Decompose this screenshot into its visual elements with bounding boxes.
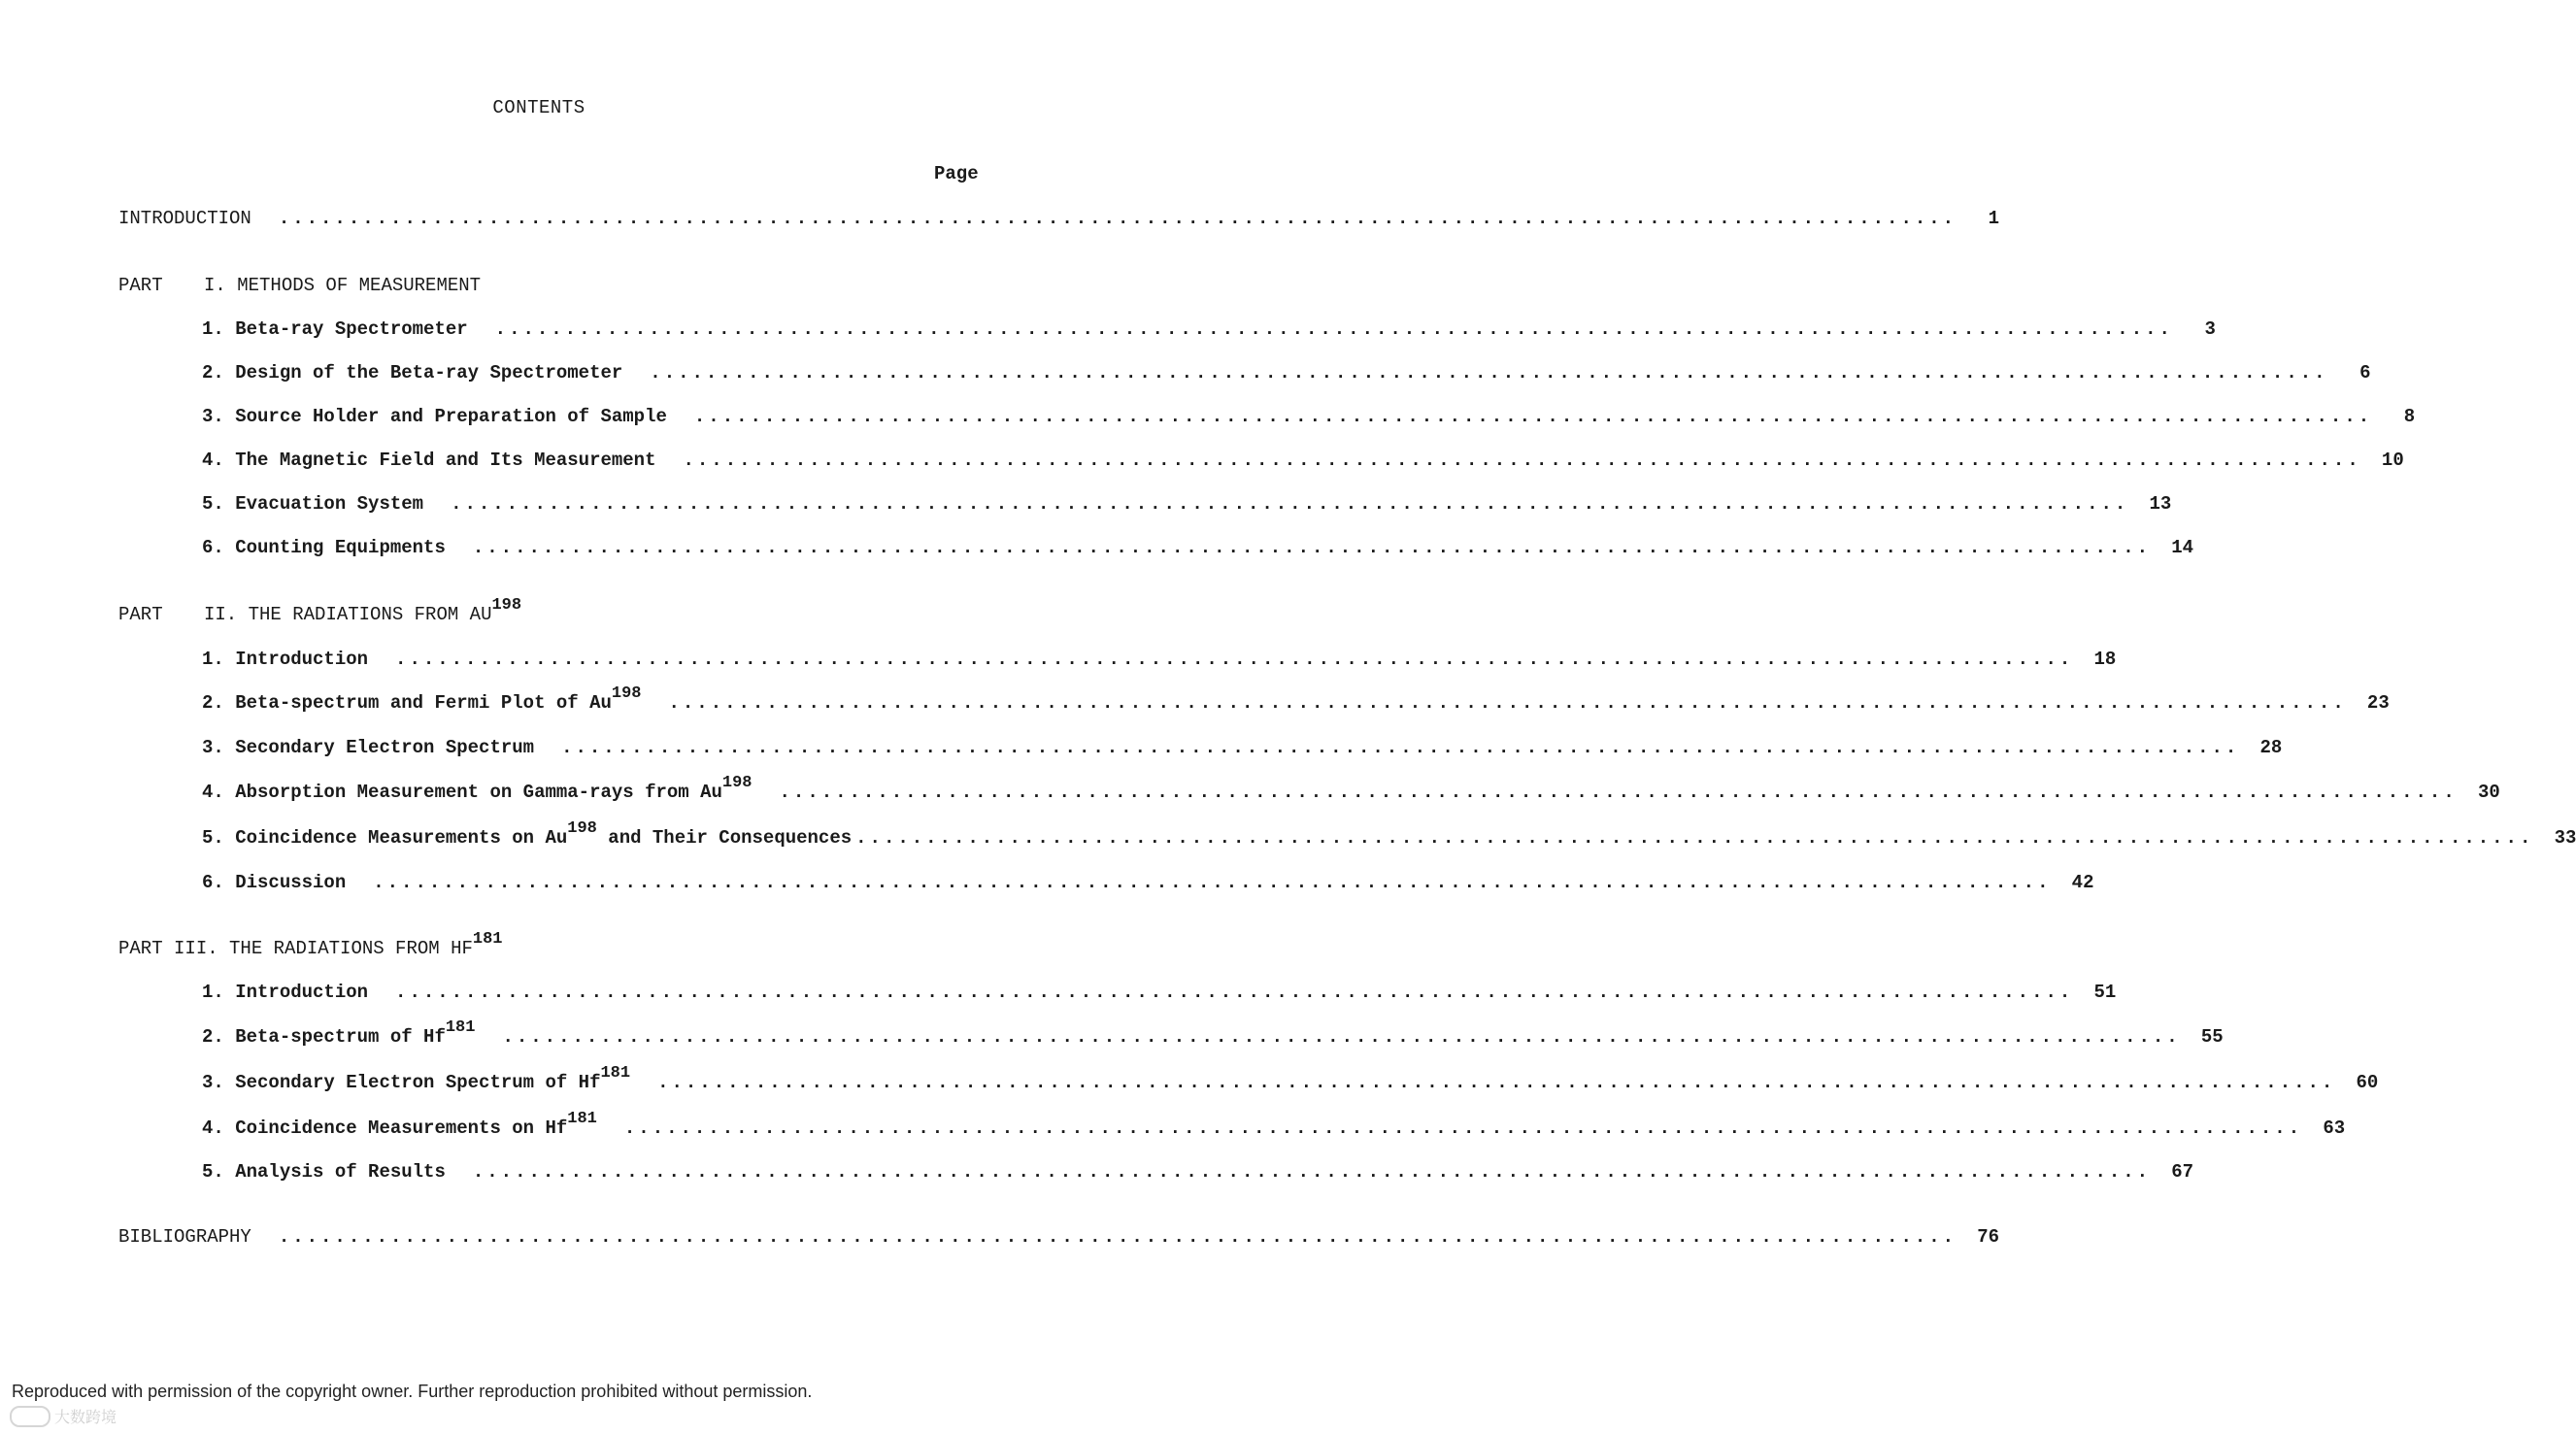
superscript: 198 (567, 818, 597, 838)
leader-dots: ........................................................................................................................ (472, 1161, 2152, 1183)
part-label: PART (118, 275, 163, 296)
toc-page-number: 6 (2359, 362, 2371, 384)
toc-entry[interactable] (202, 362, 2371, 384)
toc-number: 3. (202, 1072, 224, 1093)
toc-text: Counting Equipments (235, 537, 446, 558)
part-numeral: I. (204, 275, 226, 296)
toc-entry[interactable] (202, 872, 2094, 893)
part-title: THE RADIATIONS FROM AU (248, 604, 492, 625)
toc-text: Design of the Beta-ray Spectrometer (235, 362, 623, 384)
superscript: 198 (721, 773, 753, 792)
toc-number: 1. (202, 982, 224, 1003)
leader-dots: ........................................................................................................................ (683, 450, 2361, 471)
toc-entry[interactable] (202, 649, 2117, 670)
toc-entry[interactable] (202, 1063, 2379, 1093)
part-heading-2 (118, 595, 522, 625)
leader-dots: ........................................................................................................................ (278, 1226, 1957, 1248)
toc-page-number: 1 (1988, 208, 2000, 229)
superscript: 181 (472, 929, 503, 949)
toc-number: 3. (202, 406, 224, 427)
toc-text: Analysis of Results (235, 1161, 446, 1183)
toc-entry[interactable] (202, 1109, 2346, 1139)
toc-page-number: 23 (2366, 692, 2390, 714)
superscript: 181 (600, 1063, 631, 1083)
leader-dots: ........................................................................................................................ (451, 493, 2129, 515)
toc-entry[interactable] (202, 773, 2500, 803)
toc-text: Absorption Measurement on Gamma-rays from Au (235, 782, 722, 803)
leader-dots: ........................................................................................................................ (779, 782, 2458, 803)
leader-dots: ........................................................................................................................ (855, 827, 2534, 849)
toc-number: 5. (202, 827, 224, 849)
toc-number: 2. (202, 362, 224, 384)
toc-number: 4. (202, 782, 224, 803)
toc-entry[interactable] (202, 1017, 2224, 1048)
toc-number: 1. (202, 318, 224, 340)
toc-page-number: 18 (2093, 649, 2117, 670)
toc-entry[interactable] (202, 318, 2216, 340)
superscript: 181 (445, 1017, 476, 1037)
toc-entry-bibliography[interactable] (118, 1226, 2000, 1248)
part-heading-1 (118, 275, 481, 296)
toc-number: 4. (202, 450, 224, 471)
toc-text: Beta-spectrum of Hf (235, 1026, 446, 1048)
toc-entry[interactable] (202, 537, 2194, 558)
toc-entry[interactable] (202, 684, 2390, 714)
toc-page-number: 60 (2356, 1072, 2379, 1093)
toc-page-number: 30 (2477, 782, 2500, 803)
toc-page-number: 67 (2171, 1161, 2194, 1183)
toc-number: 5. (202, 1161, 224, 1183)
toc-label: INTRODUCTION (118, 208, 251, 229)
toc-entry[interactable] (202, 493, 2172, 515)
toc-number: 3. (202, 737, 224, 758)
watermark-logo-icon (10, 1406, 50, 1427)
toc-entry[interactable] (202, 1161, 2194, 1183)
toc-page-number: 14 (2171, 537, 2194, 558)
leader-dots: ........................................................................................................................ (278, 208, 1957, 229)
leader-dots: ........................................................................................................................ (650, 362, 2328, 384)
leader-dots: ........................................................................................................................ (657, 1072, 2336, 1093)
watermark (10, 1405, 117, 1427)
toc-page-number: 55 (2200, 1026, 2224, 1048)
toc-text: Coincidence Measurements on Au (235, 827, 568, 849)
toc-page-number: 10 (2381, 450, 2404, 471)
toc-entry[interactable] (202, 737, 2283, 758)
toc-text: The Magnetic Field and Its Measurement (235, 450, 656, 471)
leader-dots: ........................................................................................................................ (395, 649, 2074, 670)
toc-number: 4. (202, 1117, 224, 1139)
part-numeral: II. (204, 604, 238, 625)
toc-page-number: 8 (2403, 406, 2416, 427)
toc-number: 1. (202, 649, 224, 670)
watermark-text: 大数跨境 (54, 1408, 117, 1426)
part-label: PART (118, 604, 163, 625)
toc-entry[interactable] (202, 982, 2117, 1003)
part-heading-3 (118, 929, 503, 959)
toc-number: 6. (202, 872, 224, 893)
superscript: 198 (491, 595, 522, 615)
leader-dots: ........................................................................................................................ (472, 537, 2152, 558)
toc-number: 2. (202, 692, 224, 714)
toc-text: Source Holder and Preparation of Sample (235, 406, 667, 427)
part-label: PART (118, 938, 163, 959)
toc-page-number: 3 (2204, 318, 2216, 340)
leader-dots: ........................................................................................................................ (693, 406, 2373, 427)
leader-dots: ........................................................................................................................ (395, 982, 2074, 1003)
leader-dots: ........................................................................................................................ (373, 872, 2052, 893)
toc-page-number: 51 (2093, 982, 2117, 1003)
part-title: THE RADIATIONS FROM HF (229, 938, 473, 959)
toc-number: 6. (202, 537, 224, 558)
page-column-header: Page (934, 163, 979, 184)
toc-text: Beta-ray Spectrometer (235, 318, 468, 340)
leader-dots: ........................................................................................................................ (502, 1026, 2181, 1048)
toc-page-number: 28 (2259, 737, 2283, 758)
superscript: 198 (611, 684, 642, 703)
toc-text: Secondary Electron Spectrum (235, 737, 535, 758)
page-title: CONTENTS (492, 97, 585, 118)
toc-entry[interactable] (202, 406, 2416, 427)
part-numeral: III. (174, 938, 218, 959)
superscript: 181 (567, 1109, 597, 1128)
toc-number: 2. (202, 1026, 224, 1048)
toc-entry[interactable] (202, 818, 2576, 849)
leader-dots: ........................................................................................................................ (494, 318, 2173, 340)
toc-text: Beta-spectrum and Fermi Plot of Au (235, 692, 612, 714)
leader-dots: ........................................................................................................................ (561, 737, 2240, 758)
toc-text: Introduction (235, 982, 369, 1003)
toc-label: BIBLIOGRAPHY (118, 1226, 251, 1248)
toc-text: Introduction (235, 649, 369, 670)
toc-text-continued: and Their Consequences (596, 827, 853, 849)
toc-entry-introduction[interactable] (118, 208, 2000, 229)
toc-text: Secondary Electron Spectrum of Hf (235, 1072, 601, 1093)
toc-page-number: 13 (2149, 493, 2172, 515)
toc-text: Evacuation System (235, 493, 424, 515)
leader-dots: ........................................................................................................................ (623, 1117, 2303, 1139)
toc-number: 5. (202, 493, 224, 515)
part-title: METHODS OF MEASUREMENT (237, 275, 482, 296)
toc-entry[interactable] (202, 450, 2404, 471)
toc-page-number: 76 (1977, 1226, 2000, 1248)
toc-text: Coincidence Measurements on Hf (235, 1117, 568, 1139)
copyright-footer: Reproduced with permission of the copyright owner. Further reproduction prohibited without permission. (12, 1382, 813, 1401)
toc-page-number: 33 (2554, 827, 2576, 849)
leader-dots: ........................................................................................................................ (668, 692, 2347, 714)
toc-text: Discussion (235, 872, 347, 893)
toc-page-number: 63 (2323, 1117, 2346, 1139)
toc-page-number: 42 (2071, 872, 2094, 893)
